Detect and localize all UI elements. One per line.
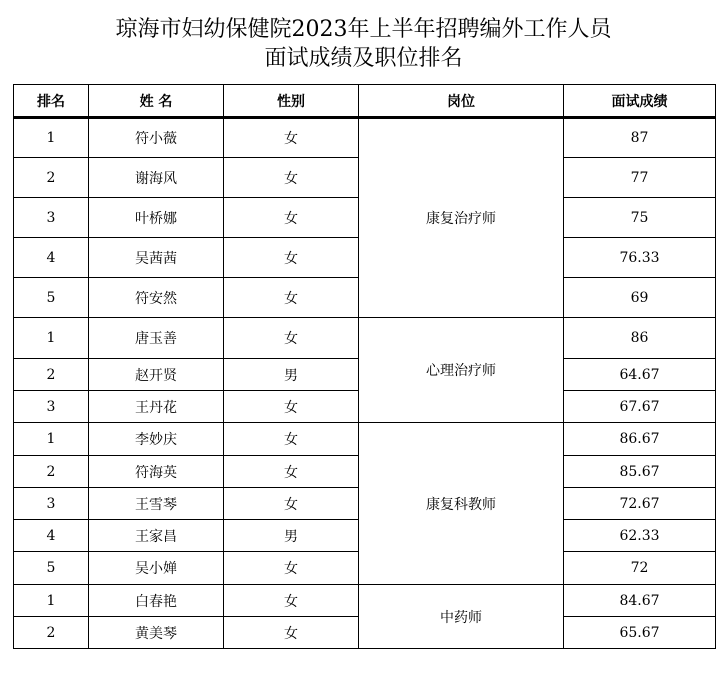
cell-score: 72 — [564, 552, 716, 585]
cell-position: 中药师 — [359, 585, 564, 649]
cell-name: 叶桥娜 — [89, 198, 224, 238]
cell-rank: 2 — [14, 158, 89, 198]
cell-rank: 2 — [14, 617, 89, 649]
cell-gender: 女 — [224, 278, 359, 318]
cell-name: 吴茜茜 — [89, 238, 224, 278]
cell-name: 王雪琴 — [89, 488, 224, 520]
header-rank: 排名 — [14, 85, 89, 118]
cell-name: 唐玉善 — [89, 318, 224, 359]
cell-rank: 5 — [14, 552, 89, 585]
cell-score: 76.33 — [564, 238, 716, 278]
header-position: 岗位 — [359, 85, 564, 118]
cell-score: 85.67 — [564, 456, 716, 488]
cell-gender: 女 — [224, 456, 359, 488]
header-name: 姓 名 — [89, 85, 224, 118]
cell-score: 67.67 — [564, 391, 716, 423]
cell-position: 康复科教师 — [359, 423, 564, 585]
cell-score: 72.67 — [564, 488, 716, 520]
cell-gender: 女 — [224, 158, 359, 198]
cell-rank: 1 — [14, 423, 89, 456]
cell-rank: 1 — [14, 585, 89, 617]
title-line-1: 琼海市妇幼保健院2023年上半年招聘编外工作人员 — [115, 17, 612, 42]
cell-rank: 2 — [14, 359, 89, 391]
cell-gender: 女 — [224, 423, 359, 456]
cell-gender: 女 — [224, 198, 359, 238]
cell-rank: 1 — [14, 318, 89, 359]
cell-gender: 女 — [224, 118, 359, 158]
cell-rank: 1 — [14, 118, 89, 158]
title-line-2: 面试成绩及职位排名 — [264, 46, 463, 71]
cell-score: 86 — [564, 318, 716, 359]
cell-gender: 女 — [224, 552, 359, 585]
table-row — [14, 318, 716, 359]
cell-rank: 4 — [14, 238, 89, 278]
table-row — [14, 585, 716, 617]
cell-name: 符小薇 — [89, 118, 224, 158]
header-score: 面试成绩 — [564, 85, 716, 118]
table-row — [14, 423, 716, 456]
cell-score: 64.67 — [564, 359, 716, 391]
cell-name: 黄美琴 — [89, 617, 224, 649]
cell-gender: 男 — [224, 520, 359, 552]
cell-position: 心理治疗师 — [359, 318, 564, 423]
cell-score: 69 — [564, 278, 716, 318]
cell-name: 吴小婵 — [89, 552, 224, 585]
header-gender: 性别 — [224, 85, 359, 118]
cell-rank: 3 — [14, 391, 89, 423]
cell-score: 75 — [564, 198, 716, 238]
cell-name: 王家昌 — [89, 520, 224, 552]
results-table — [13, 84, 716, 649]
cell-rank: 3 — [14, 488, 89, 520]
cell-gender: 女 — [224, 391, 359, 423]
cell-score: 86.67 — [564, 423, 716, 456]
cell-name: 符安然 — [89, 278, 224, 318]
page-title — [0, 15, 727, 73]
cell-score: 65.67 — [564, 617, 716, 649]
cell-name: 谢海风 — [89, 158, 224, 198]
cell-gender: 女 — [224, 238, 359, 278]
cell-name: 王丹花 — [89, 391, 224, 423]
cell-score: 84.67 — [564, 585, 716, 617]
cell-name: 赵开贤 — [89, 359, 224, 391]
cell-rank: 2 — [14, 456, 89, 488]
cell-rank: 5 — [14, 278, 89, 318]
cell-name: 李妙庆 — [89, 423, 224, 456]
cell-score: 87 — [564, 118, 716, 158]
cell-position: 康复治疗师 — [359, 118, 564, 318]
table-header-row — [14, 85, 716, 118]
cell-name: 白春艳 — [89, 585, 224, 617]
cell-name: 符海英 — [89, 456, 224, 488]
table-body — [14, 118, 716, 649]
cell-gender: 女 — [224, 617, 359, 649]
cell-rank: 4 — [14, 520, 89, 552]
cell-gender: 女 — [224, 488, 359, 520]
cell-score: 77 — [564, 158, 716, 198]
cell-gender: 男 — [224, 359, 359, 391]
cell-gender: 女 — [224, 585, 359, 617]
cell-gender: 女 — [224, 318, 359, 359]
cell-score: 62.33 — [564, 520, 716, 552]
cell-rank: 3 — [14, 198, 89, 238]
table-row — [14, 118, 716, 158]
